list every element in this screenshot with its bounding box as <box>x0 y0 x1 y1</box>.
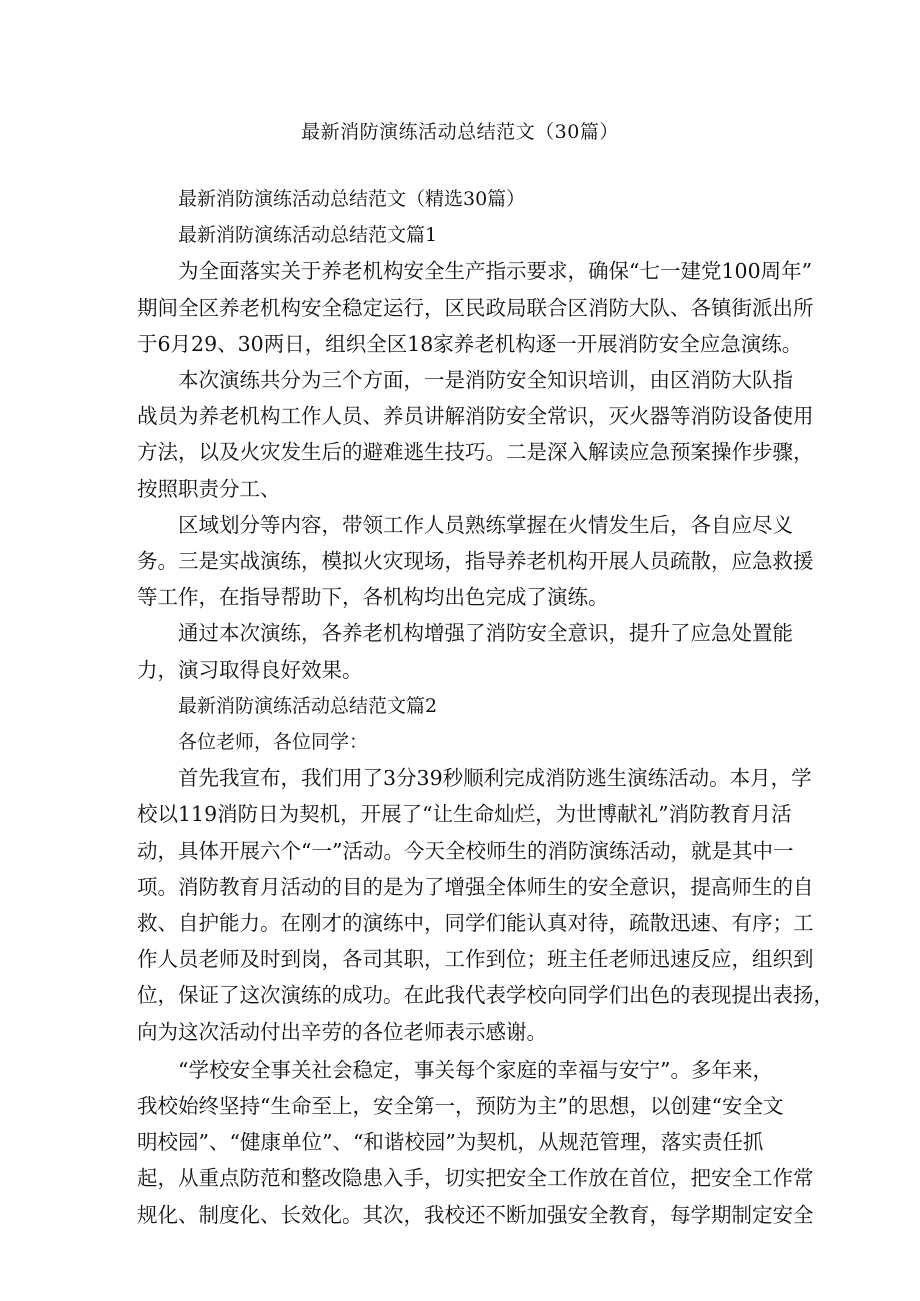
document-body <box>137 181 834 1233</box>
section-1-paragraph-3 <box>137 507 814 616</box>
text-line: 通过本次演练，各养老机构增强了消防安全意识，提升了应急处置能 <box>178 621 793 646</box>
section-2-heading: 最新消防演练活动总结范文篇2 <box>178 694 438 717</box>
text-line: 向为这次活动付出辛劳的各位老师表示感谢。 <box>137 1019 547 1044</box>
text-line: 我校始终坚持“生命至上，安全第一，预防为主”的思想，以创建“安全文 <box>137 1094 784 1119</box>
text-line: 校以119消防日为契机，开展了“让生命灿烂，为世博献礼”消防教育月活 <box>137 802 792 827</box>
text-line: 动，具体开展六个“一”活动。今天全校师生的消防演练活动，就是其中一 <box>137 838 794 863</box>
text-line: 区域划分等内容，带领工作人员熟练掌握在火情发生后，各自应尽义 <box>178 512 793 537</box>
text-line: 期间全区养老机构安全稳定运行，区民政局联合区消防大队、各镇街派出所 <box>137 295 814 320</box>
text-line: 等工作，在指导帮助下，各机构均出色完成了演练。 <box>137 585 609 610</box>
section-2-paragraph-2 <box>137 1052 814 1233</box>
document-subtitle: 最新消防演练活动总结范文（精选30篇） <box>178 188 526 210</box>
text-line: 首先我宣布，我们用了3分39秒顺利完成消防逃生演练活动。本月，学 <box>178 766 812 791</box>
text-line: “学校安全事关社会稳定，事关每个家庭的幸福与安宁”。多年来， <box>178 1057 773 1082</box>
text-line: 规化、制度化、长效化。其次，我校还不断加强安全教育，每学期制定安全 <box>137 1202 814 1227</box>
section-1-heading: 最新消防演练活动总结范文篇1 <box>178 224 438 247</box>
greeting: 各位老师，各位同学： <box>178 731 369 754</box>
text-line: 明校园”、“健康单位”、“和谐校园”为契机，从规范管理，落实责任抓 <box>137 1130 764 1155</box>
section-1-paragraph-1 <box>137 253 814 362</box>
text-line: 本次演练共分为三个方面，一是消防安全知识培训，由区消防大队指 <box>178 368 793 393</box>
document-title: 最新消防演练活动总结范文（30篇） <box>301 121 619 143</box>
text-line: 务。三是实战演练，模拟火灾现场，指导养老机构开展人员疏散，应急救援 <box>137 549 814 574</box>
text-line: 方法，以及火灾发生后的避难逃生技巧。二是深入解读应急预案操作步骤， <box>137 440 814 465</box>
section-1-paragraph-4 <box>137 615 793 687</box>
text-line: 作人员老师及时到岗，各司其职，工作到位；班主任老师迅速反应，组织到 <box>137 947 814 972</box>
text-line: 战员为养老机构工作人员、养员讲解消防安全常识，灭火器等消防设备使用 <box>137 404 814 429</box>
section-2-paragraph-1 <box>137 760 834 1050</box>
text-line: 位，保证了这次演练的成功。在此我代表学校向同学们出色的表现提出表扬， <box>137 983 834 1008</box>
text-line: 救、自护能力。在刚才的演练中，同学们能认真对待，疏散迅速、有序；工 <box>137 911 814 936</box>
section-1-paragraph-2 <box>137 362 814 507</box>
text-line: 起，从重点防范和整改隐患入手，切实把安全工作放在首位，把安全工作常 <box>137 1166 814 1191</box>
text-line: 项。消防教育月活动的目的是为了增强全体师生的安全意识，提高师生的自 <box>137 874 814 899</box>
text-line: 于6月29、30两日，组织全区18家养老机构逐一开展消防安全应急演练。 <box>137 331 803 356</box>
text-line: 力，演习取得良好效果。 <box>137 657 363 682</box>
text-line: 为全面落实关于养老机构安全生产指示要求，确保“七一建党100周年” <box>178 259 813 284</box>
text-line: 按照职责分工、 <box>137 476 281 501</box>
